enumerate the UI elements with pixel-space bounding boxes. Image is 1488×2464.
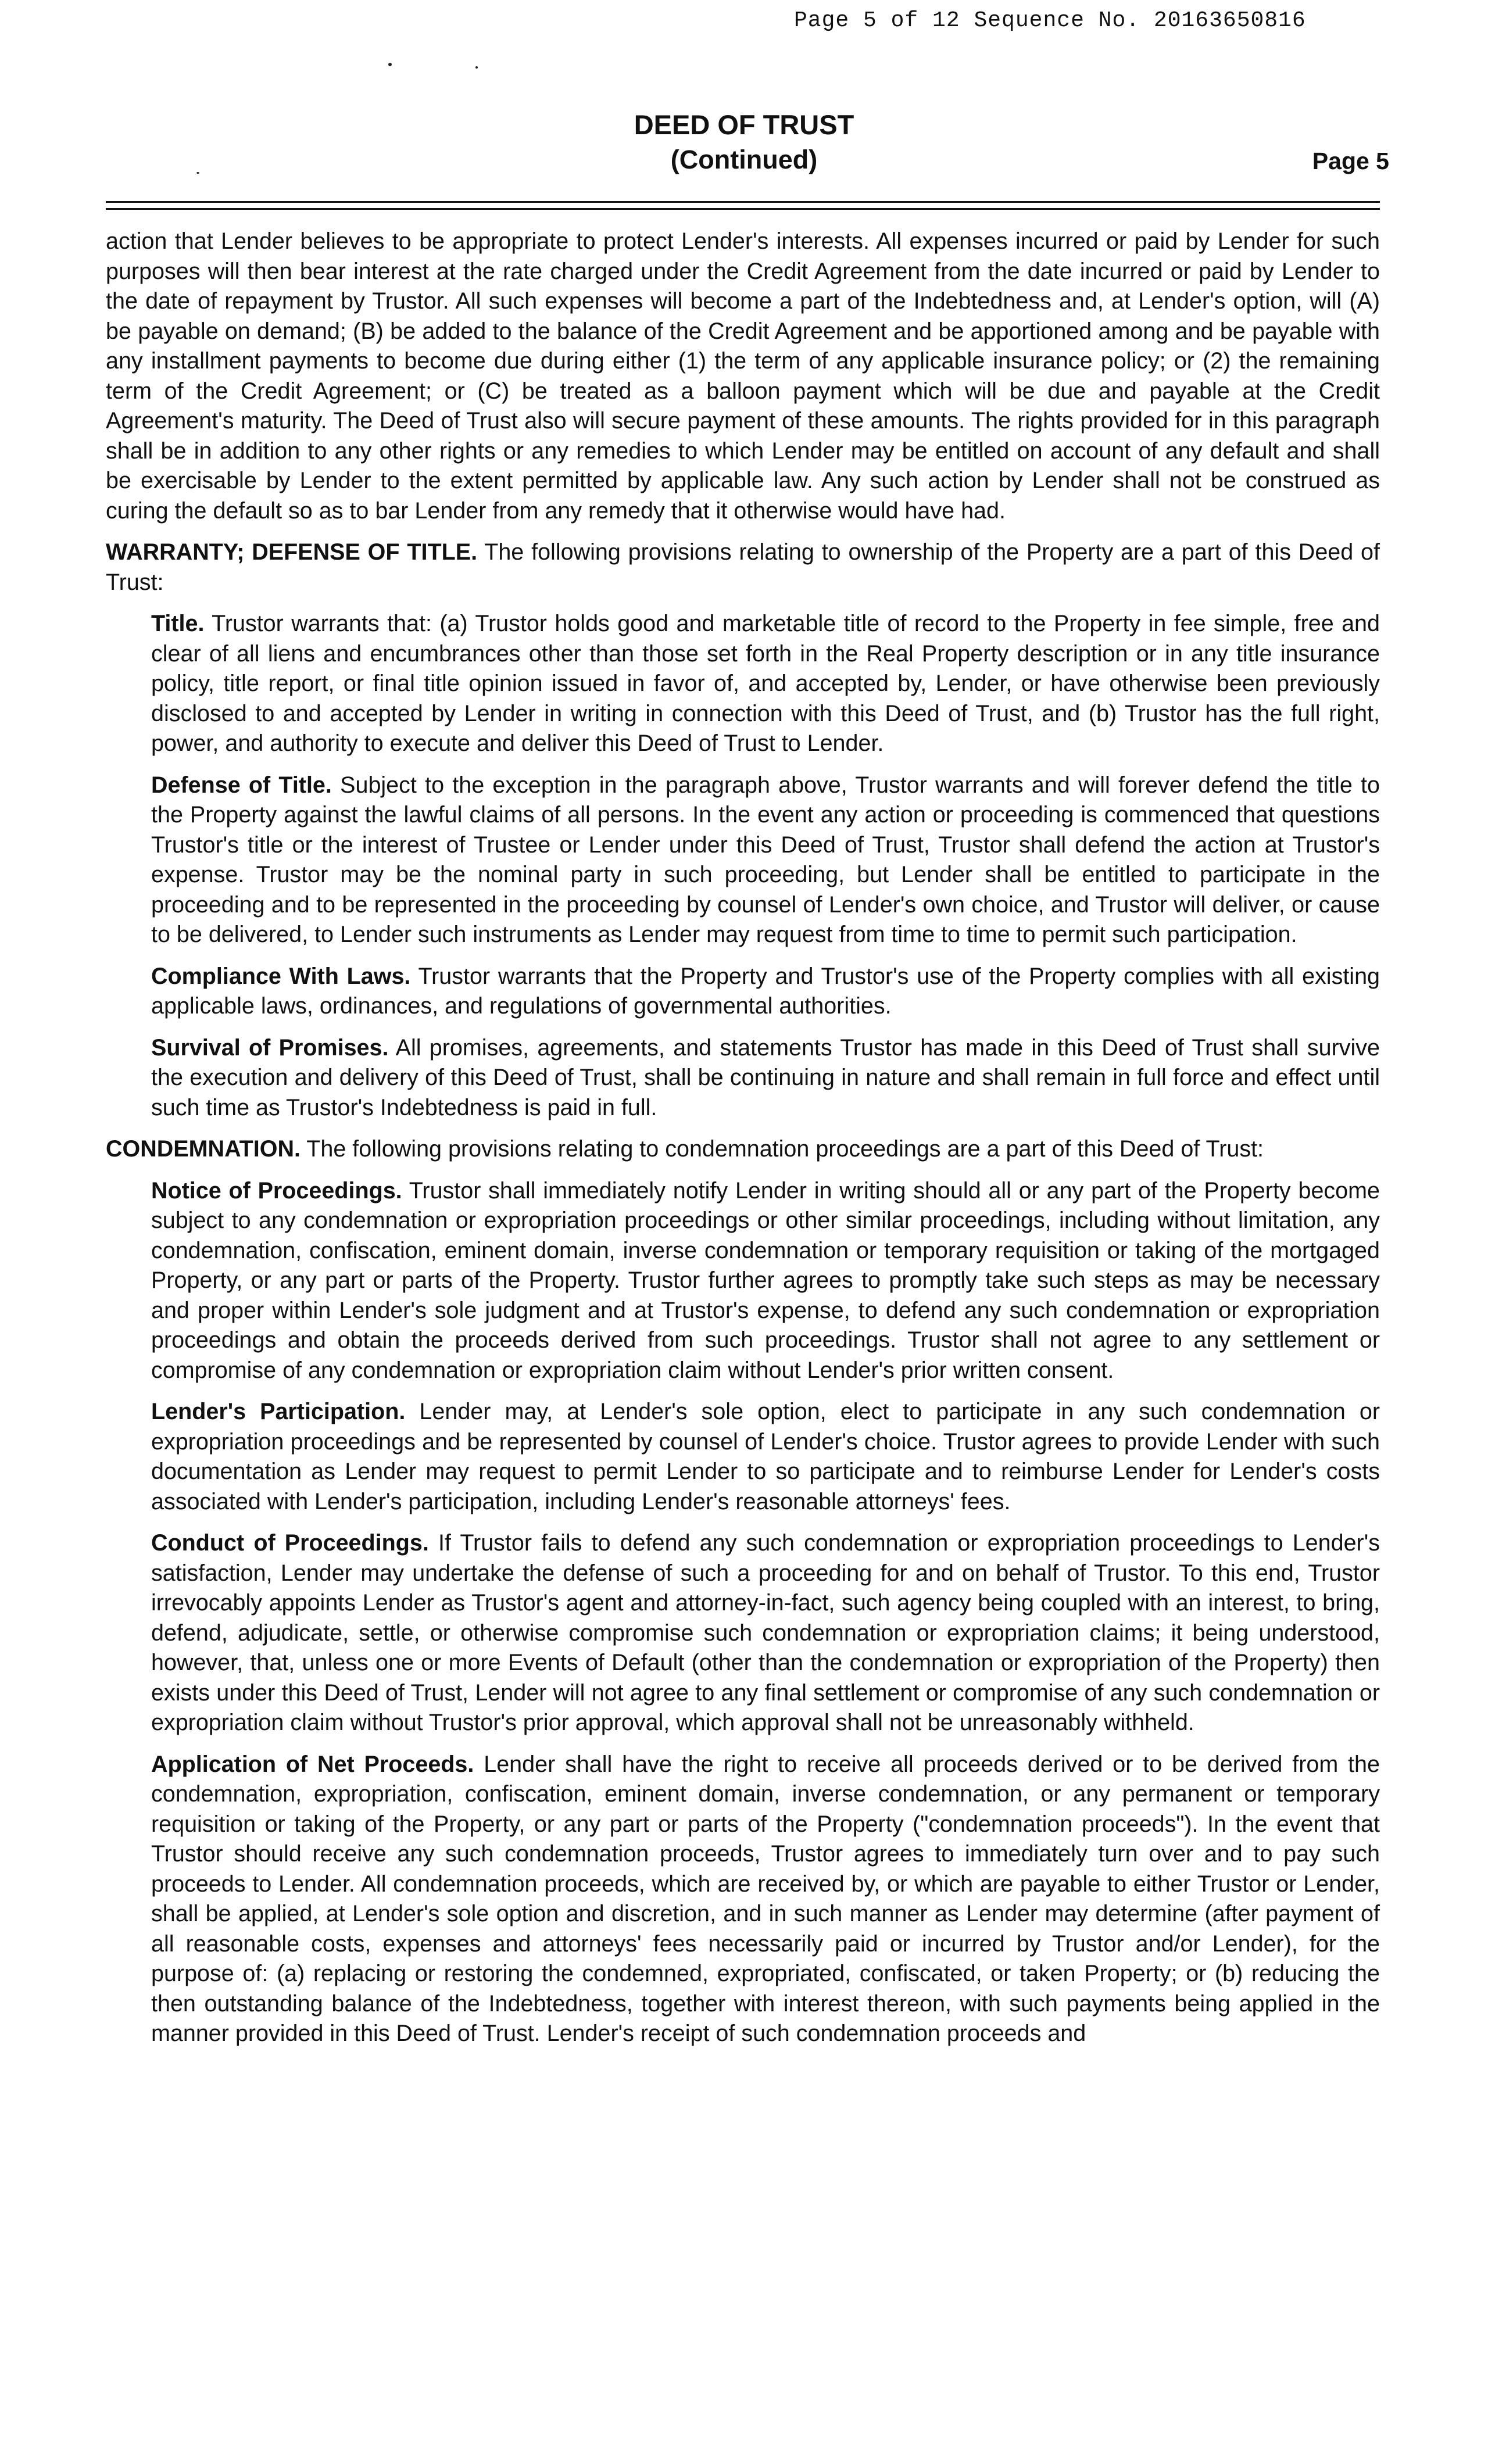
paragraph-title (151, 609, 1380, 759)
paragraph-text: Trustor warrants that the Property and Trustor's use of the Property complies with all existing applicable laws, ordinances, and regulations of governmental authorities. (151, 963, 1380, 1019)
paragraph-text: If Trustor fails to defend any such condemnation or expropriation proceedings to Lender's satisfaction, Lender may undertake the defense of such a proceeding for and on behalf of Trustor. To this end, Trustor irrevocably appoints Lender as Trustor's agent and attorney-in-fact, such agency being coupled with an interest, to bring, defend, adjudicate, settle, or otherwise compromise such condemnation or expropriation claims; it being understood, however, that, unless one or more Events of Default (other than the condemnation or expropriation of the Property) then exists under this Deed of Trust, Lender will not agree to any final settlement or compromise of any such condemnation or expropriation claim without Trustor's prior approval, which approval shall not be unreasonably withheld. (151, 1530, 1380, 1735)
paragraph-notice-of-proceedings (151, 1176, 1380, 1386)
paragraph-survival-of-promises (151, 1033, 1380, 1123)
paragraph-warranty (106, 538, 1380, 597)
recording-stamp: Page 5 of 12 Sequence No. 20163650816 (794, 8, 1306, 33)
paragraph-text: Trustor warrants that: (a) Trustor holds good and marketable title of record to the Property in fee simple, free and clear of all liens and encumbrances other than those set forth in the Real Property description or in any title insurance policy, title report, or final title opinion issued in favor of, and accepted by, Lender, or have otherwise been previously disclosed to and accepted by Lender in writing in connection with this Deed of Trust, and (b) Trustor has the full right, power, and authority to execute and deliver this Deed of Trust to Lender. (151, 611, 1380, 756)
paragraph-text: The following provisions relating to ownership of the Property are a part of this Deed of Trust: (106, 539, 1380, 595)
subsection-heading: Title. (151, 611, 205, 636)
paragraph-text: All promises, agreements, and statements Trustor has made in this Deed of Trust shall survive the execution and delivery of this Deed of Trust, shall be continuing in nature and shall remain in full force and effect until such time as Trustor's Indebtedness is paid in full. (151, 1034, 1380, 1120)
paragraph-conduct-of-proceedings (151, 1528, 1380, 1738)
paragraph-condemnation (106, 1134, 1380, 1165)
scan-speck (475, 66, 478, 69)
header-rule-bottom (106, 208, 1380, 210)
document-subtitle: (Continued) (670, 145, 818, 174)
header-rule-top (106, 201, 1380, 203)
subsection-heading: Defense of Title. (151, 772, 332, 798)
section-heading: CONDEMNATION. (106, 1136, 301, 1162)
page-number: Page 5 (1312, 148, 1389, 174)
subsection-heading: Conduct of Proceedings. (151, 1530, 429, 1556)
paragraph-text: Subject to the exception in the paragraph above, Trustor warrants and will forever defend the title to the Property against the lawful claims of all persons. In the event any action or proceeding is commenced that questions Trustor's title or the interest of Trustee or Lender under this Deed of Trust, Trustor shall defend the action at Trustor's expense. Trustor may be the nominal party in such proceeding, but Lender shall be entitled to participate in the proceeding and to be represented in the proceeding by counsel of Lender's own choice, and Trustor will deliver, or cause to be delivered, to Lender such instruments as Lender may request from time to time to permit such participation. (151, 772, 1380, 947)
subsection-heading: Application of Net Proceeds. (151, 1751, 474, 1777)
paragraph-compliance-with-laws (151, 962, 1380, 1022)
paragraph-text: Lender shall have the right to receive all proceeds derived or to be derived from the condemnation, expropriation, confiscation, eminent domain, inverse condemnation, or any permanent or temporary requisition or taking of the Property, or any part or parts of the Property ("condemnation proceeds"). In the event that Trustor should receive any such condemnation proceeds, Trustor agrees to immediately turn over and to pay such proceeds to Lender. All condemnation proceeds, which are received by, or which are payable to either Trustor or Lender, shall be applied, at Lender's sole option and discretion, and in such manner as Lender may determine (after payment of all reasonable costs, expenses and attorneys' fees necessarily paid or incurred by Trustor and/or Lender), for the purpose of: (a) replacing or restoring the condemned, expropriated, confiscated, or taken Property; or (b) reducing the then outstanding balance of the Indebtedness, together with interest thereon, with such payments being applied in the manner provided in this Deed of Trust. Lender's receipt of such condemnation proceeds and (151, 1751, 1380, 2046)
paragraph-continued (106, 227, 1380, 526)
document-title: DEED OF TRUST (634, 109, 854, 140)
paragraph-application-of-net-proceeds (151, 1750, 1380, 2049)
paragraph-text: Lender may, at Lender's sole option, elect to participate in any such condemnation or expropriation proceedings and be represented by counsel of Lender's choice. Trustor agrees to provide Lender with such documentation as Lender may request to permit Lender to so participate and to reimburse Lender for Lender's costs associated with Lender's participation, including Lender's reasonable attorneys' fees. (151, 1399, 1380, 1514)
subsection-heading: Notice of Proceedings. (151, 1177, 402, 1204)
document-body (106, 227, 1380, 2061)
paragraph-text: The following provisions relating to condemnation proceedings are a part of this Deed of Trust: (306, 1136, 1264, 1162)
paragraph-text: action that Lender believes to be appropriate to protect Lender's interests. All expenses incurred or paid by Lender for such purposes will then bear interest at the rate charged under the Credit Agreement from the date incurred or paid by Lender to the date of repayment by Trustor. All such expenses will become a part of the Indebtedness and, at Lender's option, will (A) be payable on demand; (B) be added to the balance of the Credit Agreement and be apportioned among and be payable with any installment payments to become due during either (1) the term of any applicable insurance policy; or (2) the remaining term of the Credit Agreement; or (C) be treated as a balloon payment which will be due and payable at the Credit Agreement's maturity. The Deed of Trust also will secure payment of these amounts. The rights provided for in this paragraph shall be in addition to any other rights or any remedies to which Lender may be entitled on account of any default and shall be exercisable by Lender to the extent permitted by applicable law. Any such action by Lender shall not be construed as curing the default so as to bar Lender from any remedy that it otherwise would have had. (106, 228, 1380, 524)
paragraph-lenders-participation (151, 1397, 1380, 1517)
scan-speck (388, 63, 392, 66)
section-heading: WARRANTY; DEFENSE OF TITLE. (106, 539, 478, 565)
subsection-heading: Survival of Promises. (151, 1034, 389, 1061)
paragraph-defense-of-title (151, 771, 1380, 950)
paragraph-text: Trustor shall immediately notify Lender in writing should all or any part of the Property become subject to any condemnation or expropriation proceedings or other similar proceedings, including without limitation, any condemnation, confiscation, eminent domain, inverse condemnation or temporary requisition or taking of the mortgaged Property, or any part or parts of the Property. Trustor further agrees to promptly take such steps as may be necessary and proper within Lender's sole judgment and at Trustor's expense, to defend any such condemnation or expropriation proceedings and obtain the proceeds derived from such proceedings. Trustor shall not agree to any settlement or compromise of any condemnation or expropriation claim without Lender's prior written consent. (151, 1177, 1380, 1383)
subsection-heading: Compliance With Laws. (151, 963, 411, 989)
subsection-heading: Lender's Participation. (151, 1399, 406, 1424)
